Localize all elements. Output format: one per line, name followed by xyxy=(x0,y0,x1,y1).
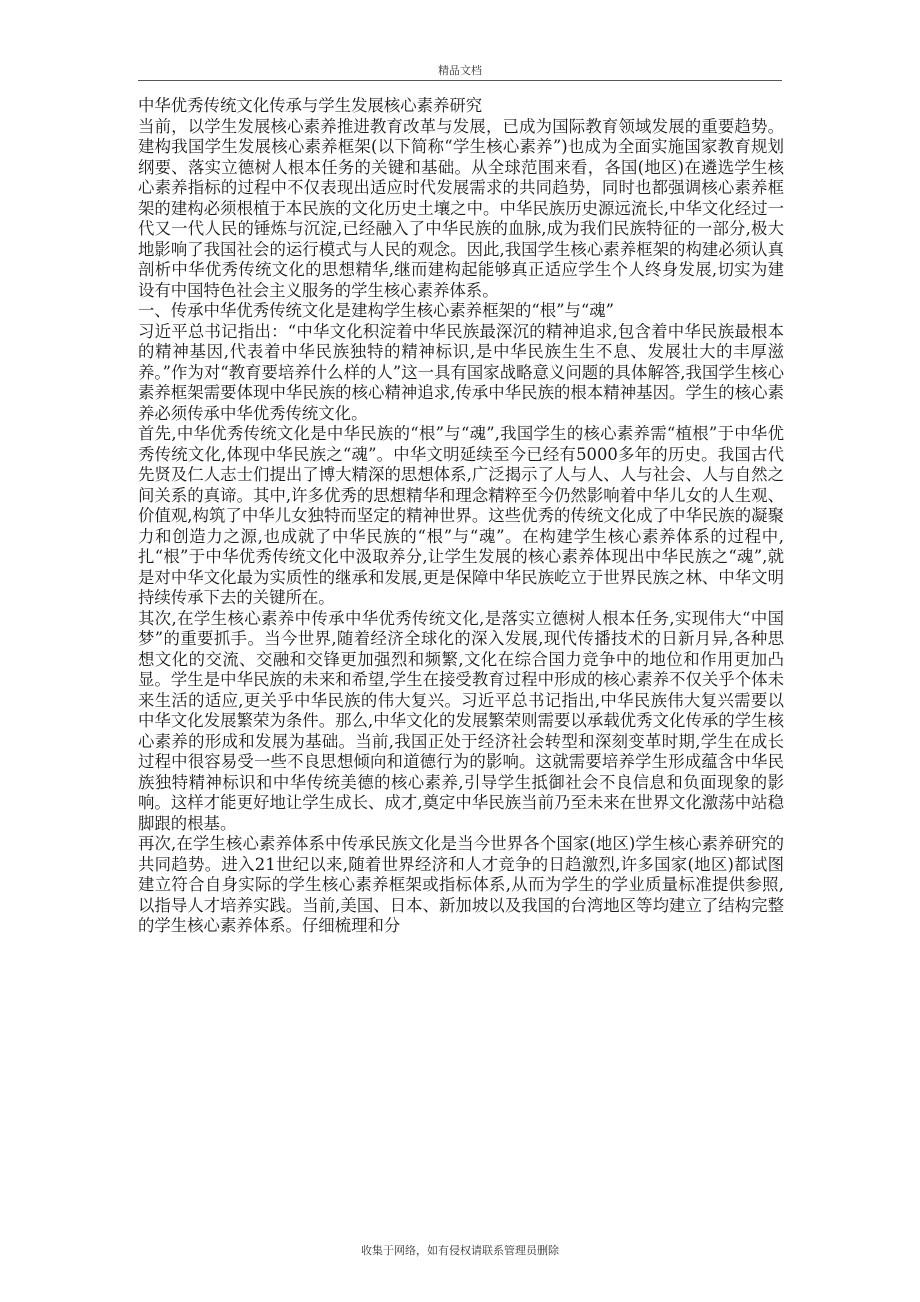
page-header: 精品文档 xyxy=(438,64,482,77)
document-body xyxy=(138,96,784,937)
intro-paragraph: 当前，以学生发展核心素养推进教育改革与发展，已成为国际教育领域发展的重要趋势。建构我国学生发展核心素养框架(以下简称“学生核心素养”)也成为全面实施国家教育规划纲要、落实立德树人根本任务的关键和基础。从全球范围来看，各国(地区)在遴选学生核心素养指标的过程中不仅表现出适应时代发展需求的共同趋势，同时也都强调核心素养框架的建构必须根植于本民族的文化历史土壤之中。中华民族历史源远流长,中华文化经过一代又一代人民的锤炼与沉淀,已经融入了中华民族的血脉,成为我们民族特征的一部分,极大地影响了我国社会的运行模式与人民的观念。因此,我国学生核心素养框架的构建必须认真剖析中华优秀传统文化的思想精华,继而建构起能够真正适应学生个人终身发展,切实为建设有中国特色社会主义服务的学生核心素养体系。 xyxy=(138,116,784,300)
paragraph-third: 再次,在学生核心素养体系中传承民族文化是当今世界各个国家(地区)学生核心素养研究的共同趋势。进入21世纪以来,随着世界经济和人才竞争的日趋激烈,许多国家(地区)都试图建立符合自身实际的学生核心素养框架或指标体系,从而为学生的学业质量标准提供参照,以指导人才培养实践。当前,美国、日本、新加坡以及我国的台湾地区等均建立了结构完整的学生核心素养体系。仔细梳理和分 xyxy=(138,834,784,935)
header-divider xyxy=(138,80,782,81)
paragraph-first: 首先,中华优秀传统文化是中华民族的“根”与“魂”,我国学生的核心素养需“植根”于中华优秀传统文化,体现中华民族之“魂”。中华文明延续至今已经有5000多年的历史。我国古代先贤及仁人志士们提出了博大精深的思想体系,广泛揭示了人与人、人与社会、人与自然之间关系的真谛。其中,许多优秀的思想精华和理念精粹至今仍然影响着中华儿女的人生观、价值观,构筑了中华儿女独特而坚定的精神世界。这些优秀的传统文化成了中华民族的凝聚力和创造力之源,也成就了中华民族的“根”与“魂”。在构建学生核心素养体系的过程中,扎“根”于中华优秀传统文化中汲取养分,让学生发展的核心素养体现出中华民族之“魂”,就是对中华文化最为实质性的继承和发展,更是保障中华民族屹立于世界民族之林、中华文明持续传承下去的关键所在。 xyxy=(138,424,784,607)
section-heading: 一、传承中华优秀传统文化是建构学生核心素养框架的“根”与“魂” xyxy=(138,301,615,320)
paragraph-second: 其次,在学生核心素养中传承中华优秀传统文化,是落实立德树人根本任务,实现伟大“中国梦”的重要抓手。当今世界,随着经济全球化的深入发展,现代传播技术的日新月异,各种思想文化的交流、交融和交锋更加强烈和频繁,文化在综合国力竞争中的地位和作用更加凸显。学生是中华民族的未来和希望,学生在接受教育过程中形成的核心素养不仅关乎个体未来生活的适应,更关乎中华民族的伟大复兴。习近平总书记指出,中华民族伟大复兴需要以中华文化发展繁荣为条件。那么,中华文化的发展繁荣则需要以承载优秀文化传承的学生核心素养的形成和发展为基础。当前,我国正处于经济社会转型和深刻变革时期,学生在成长过程中很容易受一些不良思想倾向和道德行为的影响。这就需要培养学生形成蕴含中华民族独特精神标识和中华传统美德的核心素养,引导学生抵御社会不良信息和负面现象的影响。这样才能更好地让学生成长、成才,奠定中华民族当前乃至未来在世界文化激荡中站稳脚跟的根基。 xyxy=(138,608,784,833)
page-footer: 收集于网络，如有侵权请联系管理员删除 xyxy=(361,1244,559,1257)
paragraph-quote: 习近平总书记指出：“中华文化积淀着中华民族最深沉的精神追求,包含着中华民族最根本的精神基因,代表着中华民族独特的精神标识,是中华民族生生不息、发展壮大的丰厚滋养。”作为对“教育要培养什么样的人”这一具有国家战略意义问题的具体解答,我国学生核心素养框架需要体现中华民族的核心精神追求,传承中华民族的根本精神基因。学生的核心素养必须传承中华优秀传统文化。 xyxy=(138,321,784,423)
document-title: 中华优秀传统文化传承与学生发展核心素养研究 xyxy=(138,96,483,115)
